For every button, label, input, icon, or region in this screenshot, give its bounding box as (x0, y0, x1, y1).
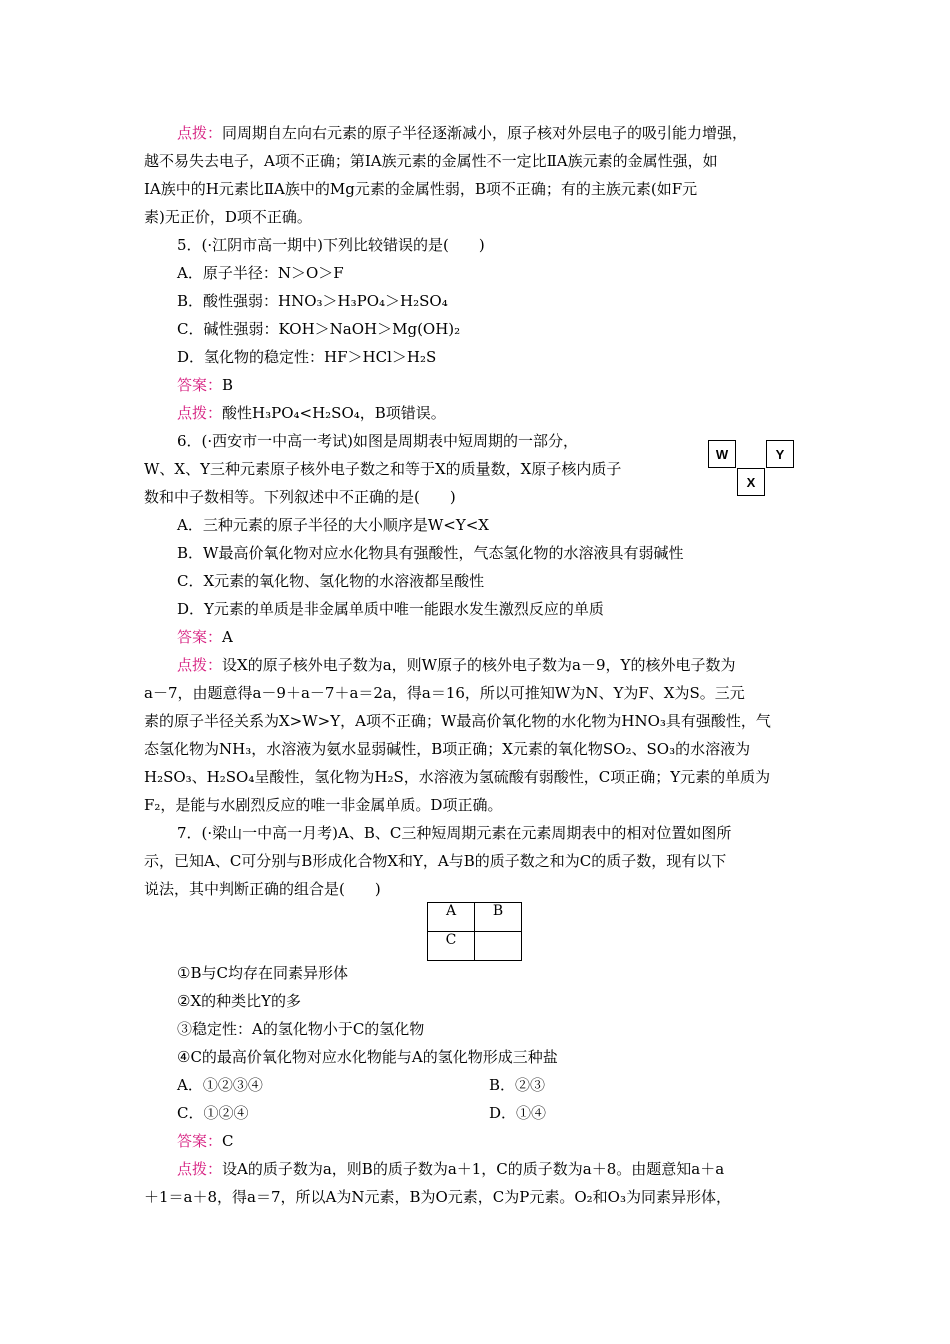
q7-option-b: B．②③ (489, 1076, 546, 1094)
q5-option-b: B．酸性强弱：HNO₃＞H₃PO₄＞H₂SO₄ (177, 292, 448, 310)
q6-hint-line1: 点拨：设X的原子核外电子数为a，则W原子的核外电子数为a－9，Y的核外电子数为 (177, 656, 736, 674)
hint-label: 点拨： (177, 124, 223, 142)
q6-option-c: C．X元素的氧化物、氢化物的水溶液都呈酸性 (177, 572, 485, 590)
q6-option-d: D．Y元素的单质是非金属单质中唯一能跟水发生激烈反应的单质 (177, 600, 604, 618)
q6-hint-line3: 素的原子半径关系为X>W>Y，A项不正确；W最高价氧化物的水化物为HNO₃具有强酸性，气 (144, 712, 771, 730)
q7-option-c: C．①②④ (177, 1104, 249, 1122)
q4-hint-line3: ⅠA族中的H元素比ⅡA族中的Mg元素的金属性弱，B项不正确；有的主族元素(如F元 (144, 180, 698, 198)
q4-hint-line4: 素)无正价，D项不正确。 (144, 208, 312, 226)
q5-stem: 5．(·江阴市高一期中)下列比较错误的是( ) (177, 236, 485, 254)
cell-b: B (475, 903, 522, 932)
q6-stem-line1: 6．(·西安市一中高一考试)如图是周期表中短周期的一部分， (177, 432, 579, 450)
q7-stem-line2: 示，已知A、C可分别与B形成化合物X和Y，A与B的质子数之和为C的质子数，现有以下 (144, 852, 727, 870)
q7-hint-line2: ＋1＝a＋8，得a＝7，所以A为N元素，B为O元素，C为P元素。O₂和O₃为同素异形体， (144, 1188, 731, 1206)
q6-option-b: B．W最高价氧化物对应水化物具有强酸性，气态氢化物的水溶液具有弱碱性 (177, 544, 684, 562)
cell-c: C (428, 932, 475, 961)
cell-y: Y (766, 440, 794, 468)
cell-a: A (428, 903, 475, 932)
q7-option-d: D．①④ (489, 1104, 547, 1122)
q5-option-d: D．氢化物的稳定性：HF＞HCl＞H₂S (177, 348, 437, 366)
q7-statement-1: ①B与C均存在同素异形体 (177, 964, 348, 982)
q7-answer: 答案：C (177, 1132, 234, 1150)
q7-stem-line1: 7．(·梁山一中高一月考)A、B、C三种短周期元素在元素周期表中的相对位置如图所 (177, 824, 732, 842)
cell-x: X (737, 468, 765, 496)
q5-option-c: C．碱性强弱：KOH＞NaOH＞Mg(OH)₂ (177, 320, 461, 338)
q7-statement-2: ②X的种类比Y的多 (177, 992, 302, 1010)
q5-hint: 点拨：酸性H₃PO₄<H₂SO₄，B项错误。 (177, 404, 446, 422)
q5-answer: 答案：B (177, 376, 234, 394)
abc-position-table (427, 902, 522, 961)
q7-hint-line1: 点拨：设A的质子数为a，则B的质子数为a＋1，C的质子数为a＋8。由题意知a＋a (177, 1160, 725, 1178)
q6-hint-line4: 态氢化物为NH₃，水溶液为氨水显弱碱性，B项正确；X元素的氧化物SO₂、SO₃的水溶液为 (144, 740, 751, 758)
q6-stem-line3: 数和中子数相等。下列叙述中不正确的是( ) (144, 488, 456, 506)
periodic-fragment-figure (706, 438, 796, 498)
q4-hint-line2: 越不易失去电子，A项不正确；第ⅠA族元素的金属性不一定比ⅡA族元素的金属性强，如 (144, 152, 718, 170)
q7-statement-3: ③稳定性：A的氢化物小于C的氢化物 (177, 1020, 425, 1038)
q7-option-a: A．①②③④ (177, 1076, 263, 1094)
cell-empty (475, 932, 522, 961)
q6-hint-line5: H₂SO₃、H₂SO₄呈酸性，氢化物为H₂S，水溶液为氢硫酸有弱酸性，C项正确；Y元素的单质为 (144, 768, 771, 786)
q6-hint-line2: a－7，由题意得a－9＋a－7＋a＝2a，得a＝16，所以可推知W为N、Y为F、X为S。三元 (144, 684, 745, 702)
cell-w: W (708, 440, 736, 468)
q5-option-a: A．原子半径：N＞O＞F (177, 264, 344, 282)
q4-hint-line1: 点拨：同周期自左向右元素的原子半径逐渐减小，原子核对外层电子的吸引能力增强， (177, 124, 748, 142)
q6-hint-line6: F₂，是能与水剧烈反应的唯一非金属单质。D项正确。 (144, 796, 503, 814)
q6-answer: 答案：A (177, 628, 233, 646)
q6-option-a: A．三种元素的原子半径的大小顺序是W<Y<X (177, 516, 489, 534)
q7-statement-4: ④C的最高价氧化物对应水化物能与A的氢化物形成三种盐 (177, 1048, 558, 1066)
q7-stem-line3: 说法，其中判断正确的组合是( ) (144, 880, 381, 898)
q6-stem-line2: W、X、Y三种元素原子核外电子数之和等于X的质量数，X原子核内质子 (144, 460, 622, 478)
